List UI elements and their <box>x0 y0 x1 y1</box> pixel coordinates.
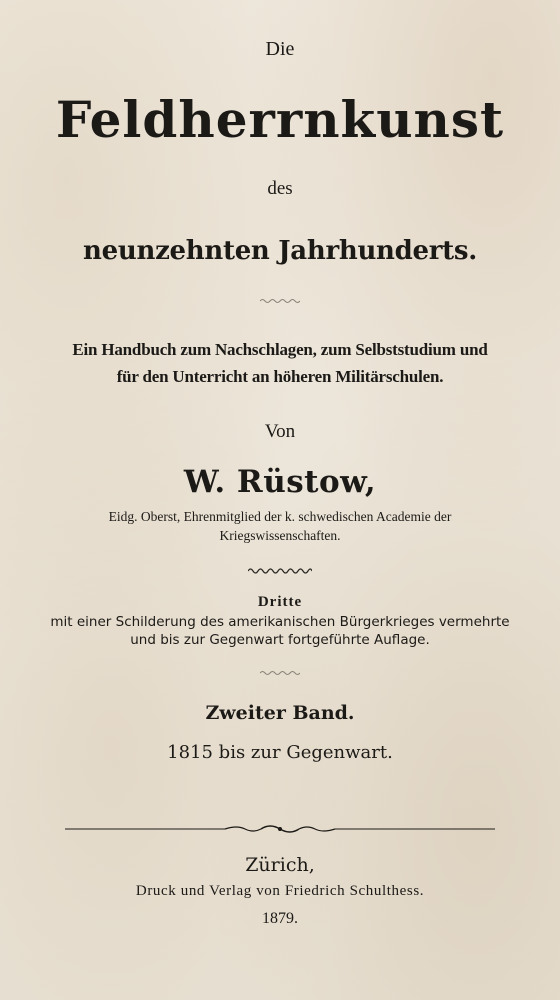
edition-description: und bis zur Gegenwart fortgeführte Auflage. <box>130 632 430 648</box>
subtitle: neunzehnten Jahrhunderts. <box>83 236 477 266</box>
ornament-divider <box>0 668 560 680</box>
period-label: 1815 bis zur Gegenwart. <box>167 742 393 763</box>
title-connector: des <box>267 178 293 199</box>
ornament-divider <box>0 566 560 578</box>
edition-description: mit einer Schilderung des amerikanischen Bürgerkrieges vermehrte <box>50 614 510 630</box>
author-name: W. Rüstow, <box>183 464 377 500</box>
publication-year: 1879. <box>262 910 298 927</box>
ornament-divider <box>0 296 560 308</box>
author-affiliation: Eidg. Oberst, Ehrenmitglied der k. schwedischen Academie der <box>108 509 452 524</box>
description-line: für den Unterricht an höheren Militärschulen. <box>116 367 444 386</box>
edition-label: Dritte <box>257 594 303 610</box>
ornamental-rule <box>0 822 560 836</box>
description-line: Ein Handbuch zum Nachschlagen, zum Selbststudium und <box>72 340 488 359</box>
publication-place: Zürich, <box>245 854 315 876</box>
publisher: Druck und Verlag von Friedrich Schulthess. <box>135 883 425 899</box>
author-prefix: Von <box>264 421 296 442</box>
volume-label: Zweiter Band. <box>205 702 355 724</box>
title-prefix: Die <box>265 38 295 60</box>
main-title: Feldherrnkunst <box>55 90 505 149</box>
author-affiliation: Kriegswissenschaften. <box>219 528 341 543</box>
